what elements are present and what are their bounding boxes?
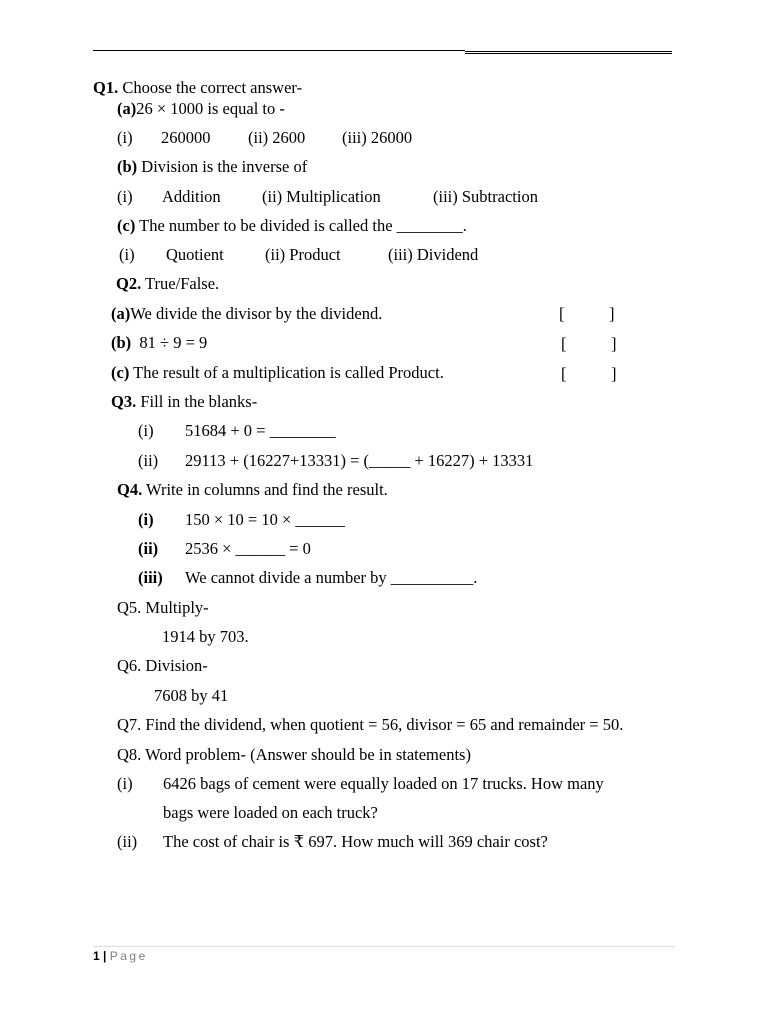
q1b-question [117, 157, 307, 177]
q1c-question [117, 216, 467, 236]
q1a-label: (a) [117, 99, 137, 118]
q4i-label: (i) [138, 510, 154, 529]
q5-heading: Q5. Multiply- [117, 598, 209, 617]
q1c-opt3: (iii) Dividend [388, 245, 479, 264]
q4ii-label: (ii) [138, 539, 159, 558]
q4-number: Q4. [117, 480, 143, 499]
q2c-bracket-open: [ [561, 364, 567, 383]
q2b-text: 81 ÷ 9 = 9 [139, 333, 208, 352]
q1c-label: (c) [117, 216, 136, 235]
footer-rule [93, 946, 675, 947]
page-separator: | [103, 949, 107, 963]
q1a-question [117, 99, 285, 119]
q1c-opt2: (ii) Product [265, 245, 341, 264]
q1a-opt3: (iii) 26000 [342, 128, 413, 147]
header-rule-left [93, 50, 465, 51]
q1c-text: The number to be divided is called the ________. [139, 216, 467, 235]
q8-heading: Q8. Word problem- (Answer should be in statements) [117, 745, 471, 764]
q2b-bracket-close: ] [611, 334, 617, 353]
q4i-text: 150 × 10 = 10 × ______ [185, 510, 345, 529]
page-footer [93, 948, 148, 964]
q1a-text: 26 × 1000 is equal to - [136, 99, 285, 118]
q3i-text: 51684 + 0 = ________ [185, 421, 336, 440]
q3i-label: (i) [138, 421, 154, 440]
q1-number: Q1. [93, 78, 119, 97]
q7-question: Q7. Find the dividend, when quotient = 56, divisor = 65 and remainder = 50. [117, 715, 624, 734]
q2-heading [116, 274, 219, 294]
q4iii-text: We cannot divide a number by __________. [185, 568, 478, 587]
q2a-label: (a) [111, 304, 131, 323]
q2b-bracket-open: [ [561, 334, 567, 353]
q3-text: Fill in the blanks- [140, 392, 258, 411]
q4ii-text: 2536 × ______ = 0 [185, 539, 311, 558]
q3ii-label: (ii) [138, 451, 159, 470]
q2a-bracket-close: ] [609, 304, 615, 323]
q2c-bracket-close: ] [611, 364, 617, 383]
q8ii-text: The cost of chair is ₹ 697. How much will 369 chair cost? [163, 832, 548, 851]
q8i-label: (i) [117, 774, 133, 793]
q5-problem: 1914 by 703. [162, 627, 249, 646]
q1c-opt1: Quotient [166, 245, 224, 264]
q4-heading [117, 480, 388, 500]
q2b-statement [111, 333, 207, 353]
q3-heading [111, 392, 257, 412]
q1b-label: (b) [117, 157, 138, 176]
q2a-bracket-open: [ [559, 304, 565, 323]
q8i-line1: 6426 bags of cement were equally loaded on 17 trucks. How many [163, 774, 604, 793]
q2b-label: (b) [111, 333, 132, 352]
q3-number: Q3. [111, 392, 137, 411]
page-word: Page [109, 949, 148, 963]
q3ii-text: 29113 + (16227+13331) = (_____ + 16227) + 13331 [185, 451, 534, 470]
q8i-line2: bags were loaded on each truck? [163, 803, 378, 822]
q1b-text: Division is the inverse of [141, 157, 308, 176]
q1b-opt1-number: (i) [117, 187, 133, 206]
header-rule-right [465, 51, 672, 54]
q2-number: Q2. [116, 274, 142, 293]
q2c-label: (c) [111, 363, 130, 382]
q1b-opt1: Addition [162, 187, 221, 206]
q4-text: Write in columns and find the result. [146, 480, 388, 499]
q8ii-label: (ii) [117, 832, 138, 851]
q2c-statement [111, 363, 444, 383]
q1b-opt3: (iii) Subtraction [433, 187, 538, 206]
q1b-opt2: (ii) Multiplication [262, 187, 381, 206]
q6-heading: Q6. Division- [117, 656, 208, 675]
q6-problem: 7608 by 41 [154, 686, 229, 705]
q1-heading [93, 78, 302, 98]
q2-text: True/False. [145, 274, 220, 293]
q1-text: Choose the correct answer- [122, 78, 303, 97]
q1a-opt2: (ii) 2600 [248, 128, 306, 147]
q2c-text: The result of a multiplication is called Product. [133, 363, 444, 382]
q2a-statement [111, 304, 382, 324]
page-number: 1 [93, 949, 100, 963]
q2a-text: We divide the divisor by the dividend. [130, 304, 383, 323]
q1a-opt1-number: (i) [117, 128, 133, 147]
q1c-opt1-number: (i) [119, 245, 135, 264]
q4iii-label: (iii) [138, 568, 163, 587]
q1a-opt1: 260000 [161, 128, 211, 147]
